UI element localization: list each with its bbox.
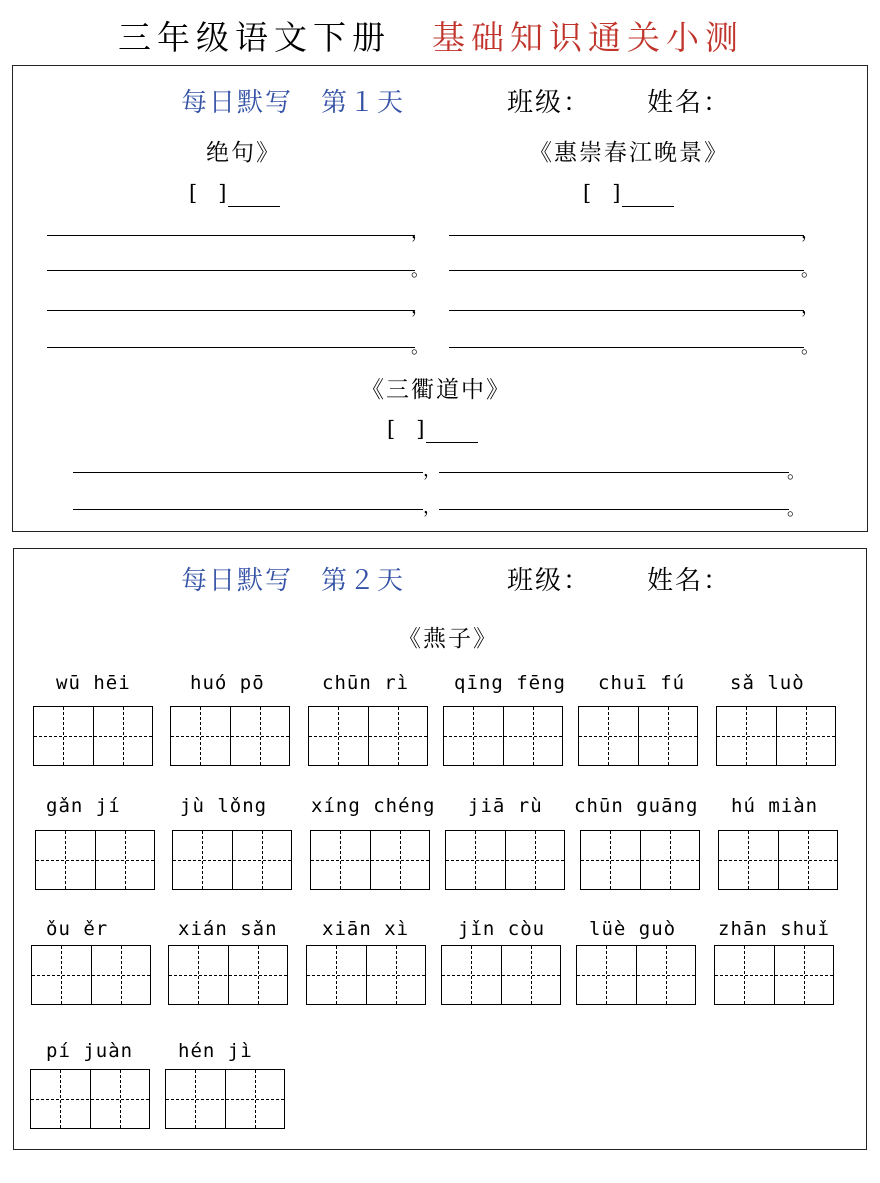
- pinyin-18: zhān shuǐ: [718, 918, 830, 940]
- pinyin-9: xíng chéng: [311, 795, 436, 817]
- poem1-line-1[interactable]: [47, 235, 415, 236]
- poem3-comma-2: ，: [423, 497, 441, 518]
- day1-name-label: 姓名：: [647, 88, 732, 118]
- poem2-comma-2: ，: [801, 297, 819, 318]
- poem2-line-3[interactable]: [449, 310, 804, 311]
- tianzige-13[interactable]: [31, 945, 151, 1005]
- page-title-subtitle: 基础知识通关小测: [432, 18, 744, 57]
- pinyin-14: xián sǎn: [178, 918, 278, 940]
- poem2-line-1[interactable]: [449, 235, 804, 236]
- tianzige-11[interactable]: [580, 830, 700, 890]
- day2-name-label: 姓名：: [647, 566, 732, 596]
- lesson-title: 《燕子》: [398, 626, 498, 652]
- poem3-author[interactable]: [387, 413, 478, 443]
- tianzige-19[interactable]: [30, 1069, 150, 1129]
- tianzige-18[interactable]: [714, 945, 834, 1005]
- pinyin-4: qīng fēng: [454, 672, 566, 694]
- tianzige-20[interactable]: [165, 1069, 285, 1129]
- tianzige-5[interactable]: [578, 706, 698, 766]
- poem1-period-2: 。: [411, 337, 429, 358]
- pinyin-7: gǎn jí: [46, 795, 121, 817]
- poem2-author[interactable]: [583, 177, 674, 207]
- poem3-line-3[interactable]: [73, 509, 423, 510]
- poem3-line-1[interactable]: [73, 472, 423, 473]
- tianzige-17[interactable]: [576, 945, 696, 1005]
- poem1-comma-1: ，: [411, 222, 429, 243]
- tianzige-12[interactable]: [718, 830, 838, 890]
- tianzige-1[interactable]: [33, 706, 153, 766]
- pinyin-3: chūn rì: [322, 672, 410, 694]
- poem1-period-1: 。: [411, 260, 429, 281]
- poem2-line-4[interactable]: [449, 347, 804, 348]
- tianzige-16[interactable]: [441, 945, 561, 1005]
- poem1-line-2[interactable]: [47, 270, 415, 271]
- poem1-title: 绝句》: [206, 140, 281, 166]
- poem1-author-line: [228, 192, 280, 207]
- tianzige-14[interactable]: [168, 945, 288, 1005]
- poem3-author-line: [426, 428, 478, 443]
- page-title: [0, 12, 880, 58]
- poem3-period-1: 。: [787, 462, 805, 483]
- poem1-author[interactable]: [189, 177, 280, 207]
- pinyin-11: chūn guāng: [574, 795, 699, 817]
- poem1-line-4[interactable]: [47, 347, 415, 348]
- poem2-period-2: 。: [801, 337, 819, 358]
- tianzige-7[interactable]: [35, 830, 155, 890]
- poem2-comma-1: ，: [801, 222, 819, 243]
- pinyin-8: jù lǒng: [180, 795, 268, 817]
- day2-header: 每日默写 第２天: [181, 566, 406, 596]
- pinyin-19: pí juàn: [46, 1040, 134, 1062]
- poem3-period-2: 。: [787, 499, 805, 520]
- poem3-title: 《三衢道中》: [361, 377, 511, 403]
- pinyin-12: hú miàn: [731, 795, 819, 817]
- tianzige-3[interactable]: [308, 706, 428, 766]
- day2-class-label: 班级：: [507, 566, 592, 596]
- day1-header: 每日默写 第１天: [181, 88, 406, 118]
- poem2-line-2[interactable]: [449, 270, 804, 271]
- poem1-comma-2: ，: [411, 297, 429, 318]
- pinyin-16: jǐn còu: [458, 918, 546, 940]
- pinyin-20: hén jì: [178, 1040, 253, 1062]
- pinyin-15: xiān xì: [322, 918, 410, 940]
- poem2-author-bracket: [ ]: [583, 181, 621, 205]
- poem1-author-bracket: [ ]: [189, 181, 227, 205]
- poem3-comma-1: ，: [423, 460, 441, 481]
- poem3-line-2[interactable]: [439, 472, 789, 473]
- pinyin-1: wū hēi: [56, 672, 131, 694]
- poem2-period-1: 。: [801, 260, 819, 281]
- poem3-author-bracket: [ ]: [387, 417, 425, 441]
- tianzige-2[interactable]: [170, 706, 290, 766]
- pinyin-10: jiā rù: [468, 795, 543, 817]
- pinyin-13: ǒu ěr: [46, 918, 109, 940]
- poem2-title: 《惠崇春江晚景》: [529, 140, 729, 166]
- tianzige-6[interactable]: [716, 706, 836, 766]
- pinyin-6: sǎ luò: [730, 672, 805, 694]
- day1-class-label: 班级：: [507, 88, 592, 118]
- tianzige-15[interactable]: [306, 945, 426, 1005]
- poem3-line-4[interactable]: [439, 509, 789, 510]
- page-title-grade: 三年级语文下册: [118, 18, 391, 57]
- pinyin-5: chuī fú: [598, 672, 686, 694]
- tianzige-8[interactable]: [172, 830, 292, 890]
- day1-panel: [12, 65, 868, 532]
- poem2-author-line: [622, 192, 674, 207]
- poem1-line-3[interactable]: [47, 310, 415, 311]
- tianzige-9[interactable]: [310, 830, 430, 890]
- pinyin-17: lüè guò: [589, 918, 677, 940]
- tianzige-4[interactable]: [443, 706, 563, 766]
- pinyin-2: huó pō: [190, 672, 265, 694]
- tianzige-10[interactable]: [445, 830, 565, 890]
